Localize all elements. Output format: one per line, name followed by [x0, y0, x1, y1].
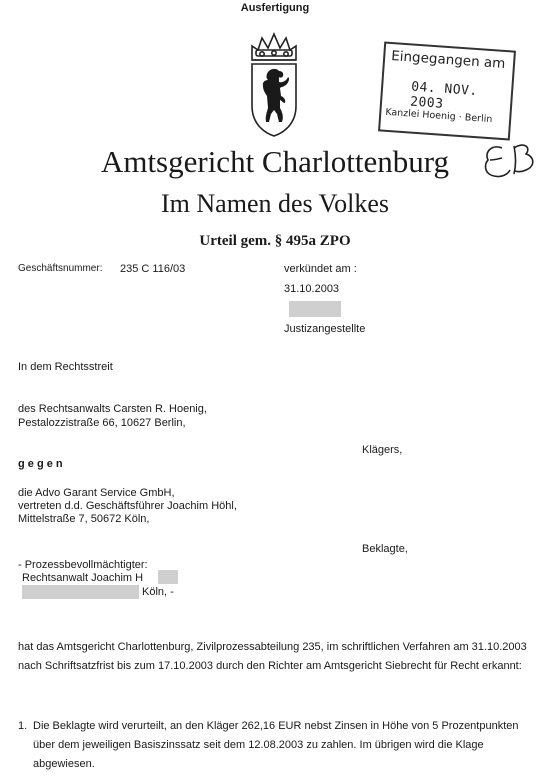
- in-the-name-of-the-people-title: Im Namen des Volkes: [161, 189, 389, 218]
- proceedings-intro: In dem Rechtsstreit: [18, 361, 113, 373]
- berlin-coat-of-arms-icon: [246, 30, 302, 140]
- item-1-number: 1.: [18, 720, 28, 732]
- defendant-line-1: die Advo Garant Service GmbH,: [18, 487, 175, 499]
- clerk-title: Justizangestellte: [284, 323, 366, 335]
- defendant-role: Beklagte,: [362, 543, 408, 555]
- counsel-name: Rechtsanwalt Joachim H: [22, 572, 144, 584]
- redacted-counsel-address: [22, 585, 139, 599]
- plaintiff-line-2: Pestalozzistraße 66, 10627 Berlin,: [18, 417, 186, 429]
- defendant-line-3: Mittelstraße 7, 50672 Köln,: [18, 513, 150, 525]
- defendant-line-2: vertreten d.d. Geschäftsführer Joachim Höhl,: [18, 500, 237, 512]
- versus-label: g e g e n: [18, 458, 63, 470]
- case-number-label: Geschäftsnummer:: [18, 263, 103, 274]
- redacted-counsel-surname: [158, 570, 178, 584]
- court-name-title: Amtsgericht Charlottenburg: [100, 144, 450, 179]
- decision-intro-paragraph: hat das Amtsgericht Charlottenburg, Zivilprozessabteilung 235, im schriftlichen Verfahren am 31.10.2003 nach Schriftsatzfrist bis zum 17.10.2003 durch den Richter am Amtsgericht Siebrecht für Recht erkannt:: [18, 641, 527, 672]
- item-1-text: Die Beklagte wird verurteilt, an den Kläger 262,16 EUR nebst Zinsen in Höhe von 5 Prozentpunkten über dem jeweiligen Basiszinssatz seit dem 12.08.2003 zu zahlen. Im übrigen wird die Klage abgewiesen.: [33, 720, 519, 770]
- received-stamp: [378, 42, 516, 141]
- announced-label: verkündet am :: [284, 263, 357, 275]
- stamp-office: Kanzlei Hoenig · Berlin: [384, 106, 493, 126]
- judgment-title: Urteil gem. § 495a ZPO: [199, 233, 351, 249]
- announced-date: 31.10.2003: [284, 283, 340, 295]
- counsel-label: - Prozessbevollmächtigter:: [18, 559, 148, 571]
- case-number: 235 C 116/03: [120, 263, 186, 275]
- document-header-label: Ausfertigung: [240, 2, 310, 14]
- plaintiff-line-1: des Rechtsanwalts Carsten R. Hoenig,: [18, 403, 207, 415]
- counsel-city: Köln, -: [142, 586, 174, 598]
- redacted-clerk-name: [289, 301, 341, 317]
- stamp-received-label: Eingegangen am: [390, 48, 506, 72]
- plaintiff-role: Klägers,: [362, 444, 403, 456]
- stamp-date: 04. NOV. 2003: [409, 79, 479, 112]
